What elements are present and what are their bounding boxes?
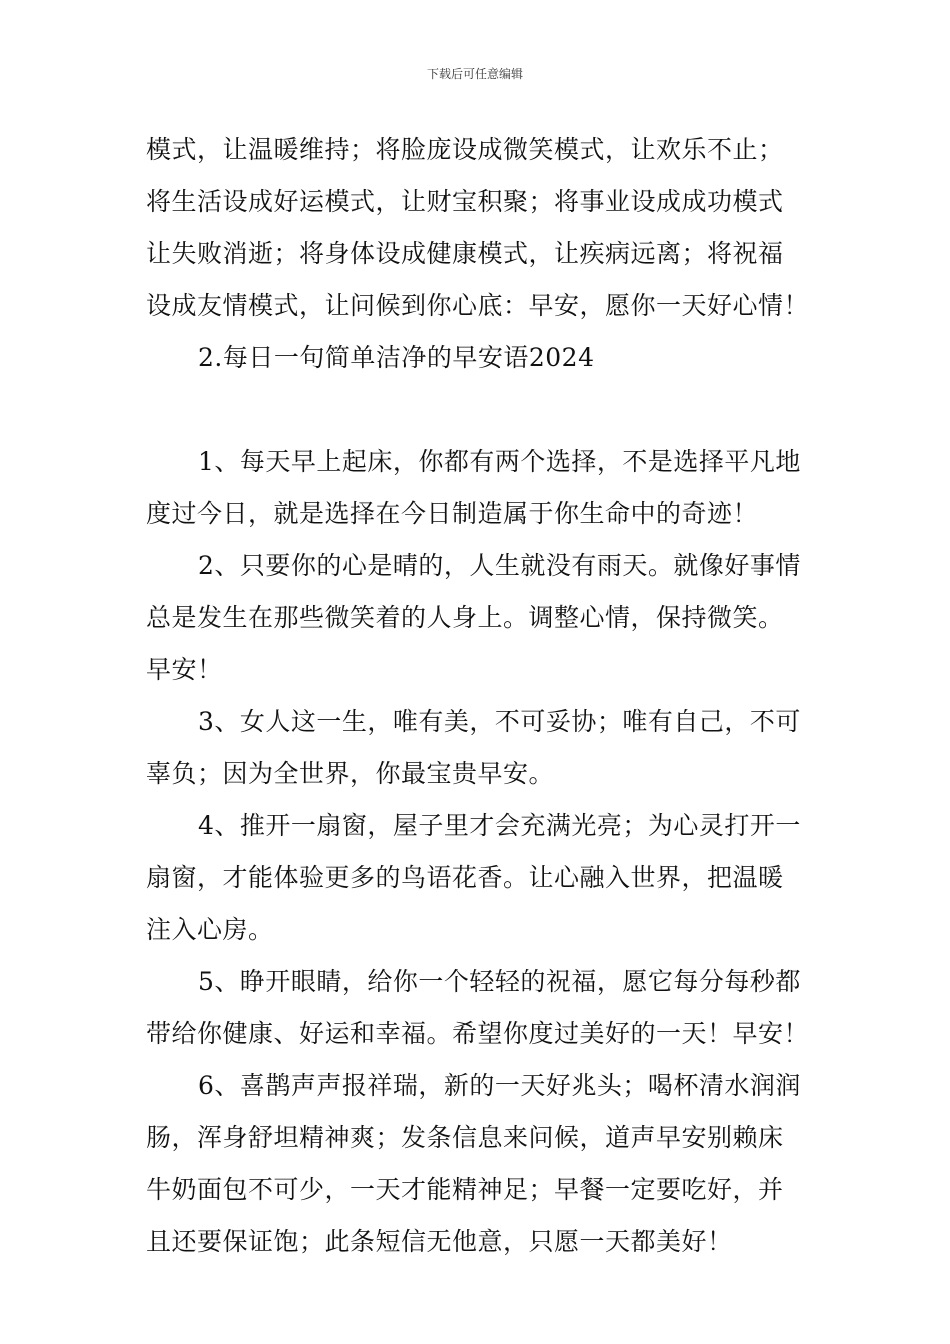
list-item [146, 540, 808, 696]
item-line: 2、只要你的心是晴的，人生就没有雨天。就像好事情 [198, 551, 801, 580]
item-line: 带给你健康、好运和幸福。希望你度过美好的一天！早安！ [146, 1019, 810, 1048]
header-text: 下载后可任意编辑 [426, 67, 523, 81]
item-line: 1、每天早上起床，你都有两个选择，不是选择平凡地 [198, 447, 801, 476]
item-line: 5、睁开眼睛，给你一个轻轻的祝福，愿它每分每秒都 [198, 967, 801, 996]
document-body [146, 124, 808, 1268]
item-line: 总是发生在那些微笑着的人身上。调整心情，保持微笑。 [146, 603, 784, 632]
item-line: 度过今日，就是选择在今日制造属于你生命中的奇迹！ [146, 499, 759, 528]
item-line: 扇窗，才能体验更多的鸟语花香。让心融入世界，把温暖 [146, 863, 784, 892]
item-line: 牛奶面包不可少，一天才能精神足；早餐一定要吃好，并 [146, 1175, 784, 1204]
item-line: 肠，浑身舒坦精神爽；发条信息来问候，道声早安别赖床 [146, 1123, 784, 1152]
item-line: 6、喜鹊声声报祥瑞，新的一天好兆头；喝杯清水润润 [198, 1071, 801, 1100]
intro-line: 模式，让温暖维持；将脸庞设成微笑模式，让欢乐不止； [146, 135, 784, 164]
blank-line [146, 384, 808, 436]
intro-line: 设成友情模式，让问候到你心底：早安，愿你一天好心情！ [146, 291, 810, 320]
list-item [146, 696, 808, 800]
item-line: 4、推开一扇窗，屋子里才会充满光亮；为心灵打开一 [198, 811, 801, 840]
list-item [146, 436, 808, 540]
list-item [146, 956, 808, 1060]
intro-line: 让失败消逝；将身体设成健康模式，让疾病远离；将祝福 [146, 239, 784, 268]
page-header [0, 66, 950, 82]
intro-line: 将生活设成好运模式，让财宝积聚；将事业设成成功模式 [146, 187, 784, 216]
item-line: 早安！ [146, 655, 223, 684]
item-line: 注入心房。 [146, 915, 274, 944]
list-item [146, 1060, 808, 1268]
item-line: 3、女人这一生，唯有美，不可妥协；唯有自己，不可 [198, 707, 801, 736]
list-item [146, 800, 808, 956]
section-title: 2.每日一句简单洁净的早安语2024 [198, 343, 595, 372]
item-line: 辜负；因为全世界，你最宝贵早安。 [146, 759, 555, 788]
item-line: 且还要保证饱；此条短信无他意，只愿一天都美好！ [146, 1227, 733, 1256]
